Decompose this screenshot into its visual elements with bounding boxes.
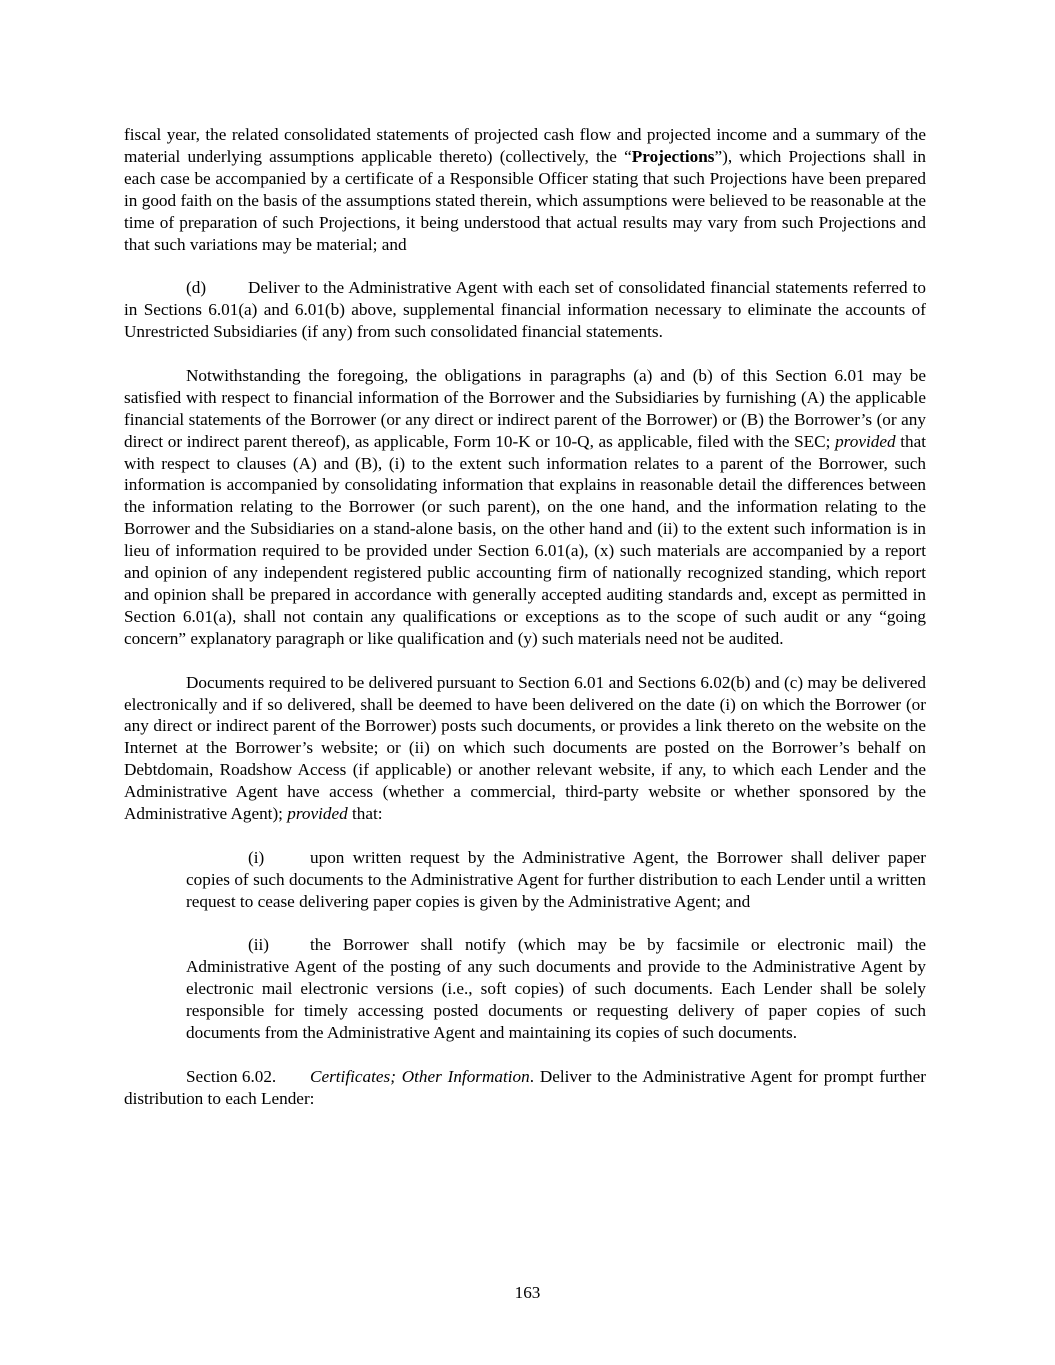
italic-provided: provided (835, 431, 896, 451)
paragraph-projections: fiscal year, the related consolidated statements of projected cash flow and projected income and a summary of the material underlying assumptions applicable thereto) (collectively, the “Projections”), which Projections shall in each case be accompanied by a certificate of a Responsible Officer stating that such Projections have been prepared in good faith on the basis of the assumptions stated therein, which assumptions were believed to be reasonable at the time of preparation of such Projections, it being understood that actual results may vary from such Projections and that such variations may be material; and (124, 125, 926, 254)
paragraph-section-602: Section 6.02. Certificates; Other Information. Deliver to the Administrative Agent for prompt further distribution to each Lender: (124, 1066, 927, 1108)
italic-provided: provided (287, 804, 348, 824)
section-title: Certificates; Other Information (310, 1066, 530, 1086)
paragraph-subclause-ii: (ii) the Borrower shall notify (which may be by facsimile or electronic mail) the Administrative Agent of the posting of any such documents and provide to the Administrative Agent by electronic mail electronic versions (i.e., soft copies) of such documents. Each Lender shall be solely responsible for timely accessing posted documents or requesting delivery of paper copies of such documents from the Administrative Agent and maintaining its copies of such documents. (186, 935, 926, 1043)
document-body (124, 124, 926, 1110)
paragraph-notwithstanding: Notwithstanding the foregoing, the obligations in paragraphs (a) and (b) of this Section 6.01 may be satisfied with respect to financial information of the Borrower and the Subsidiaries by furnishing (A) the applicable financial statements of the Borrower (or any direct or indirect parent of the Borrower) or (B) the Borrower’s (or any direct or indirect parent thereof), as applicable, Form 10-K or 10-Q, as applicable, filed with the SEC; provided that with respect to clauses (A) and (B), (i) to the extent such information relates to a parent of the Borrower, such information is accompanied by consolidating information that explains in reasonable detail the differences between the information relating to the Borrower (or such parent), on the one hand, and the information relating to the Borrower and the Subsidiaries on a stand-alone basis, on the other hand and (ii) to the extent such information is in lieu of information required to be provided under Section 6.01(a), (x) such materials are accompanied by a report and opinion of any independent registered public accounting firm of nationally recognized standing, which report and opinion shall be prepared in accordance with generally accepted auditing standards and, except as permitted in Section 6.01(a), shall not contain any qualifications or exceptions as to the scope of such audit or any “going concern” explanatory paragraph or like qualification and (y) such materials need not be audited. (124, 365, 926, 648)
page-number: 163 (514, 1283, 541, 1302)
subclause-label: (ii) (248, 935, 269, 955)
paragraph-documents-delivery: Documents required to be delivered pursuant to Section 6.01 and Sections 6.02(b) and (c) may be delivered electronically and if so delivered, shall be deemed to have been delivered on the date (i) on which the Borrower (or any direct or indirect parent of the Borrower) posts such documents, or provides a link thereto on the website on the Internet at the Borrower’s website; or (ii) on which such documents are posted on the Borrower’s behalf on Debtdomain, Roadshow Access (if applicable) or another relevant website, if any, to which each Lender and the Administrative Agent have access (whether a commercial, third-party website or whether sponsored by the Administrative Agent); provided that: (124, 672, 926, 824)
defined-term-projections: Projections (631, 146, 715, 166)
paragraph-clause-d: (d) Deliver to the Administrative Agent with each set of consolidated financial statements referred to in Sections 6.01(a) and 6.01(b) above, supplemental financial information necessary to eliminate the accounts of Unrestricted Subsidiaries (if any) from such consolidated financial statements. (124, 278, 926, 342)
section-number: Section 6.02. (186, 1066, 277, 1086)
paragraph-subclause-i: (i) upon written request by the Administrative Agent, the Borrower shall deliver paper copies of such documents to the Administrative Agent for further distribution to each Lender until a written request to cease delivering paper copies is given by the Administrative Agent; and (186, 847, 926, 911)
subclause-label: (i) (248, 847, 265, 867)
clause-label: (d) (186, 278, 207, 298)
